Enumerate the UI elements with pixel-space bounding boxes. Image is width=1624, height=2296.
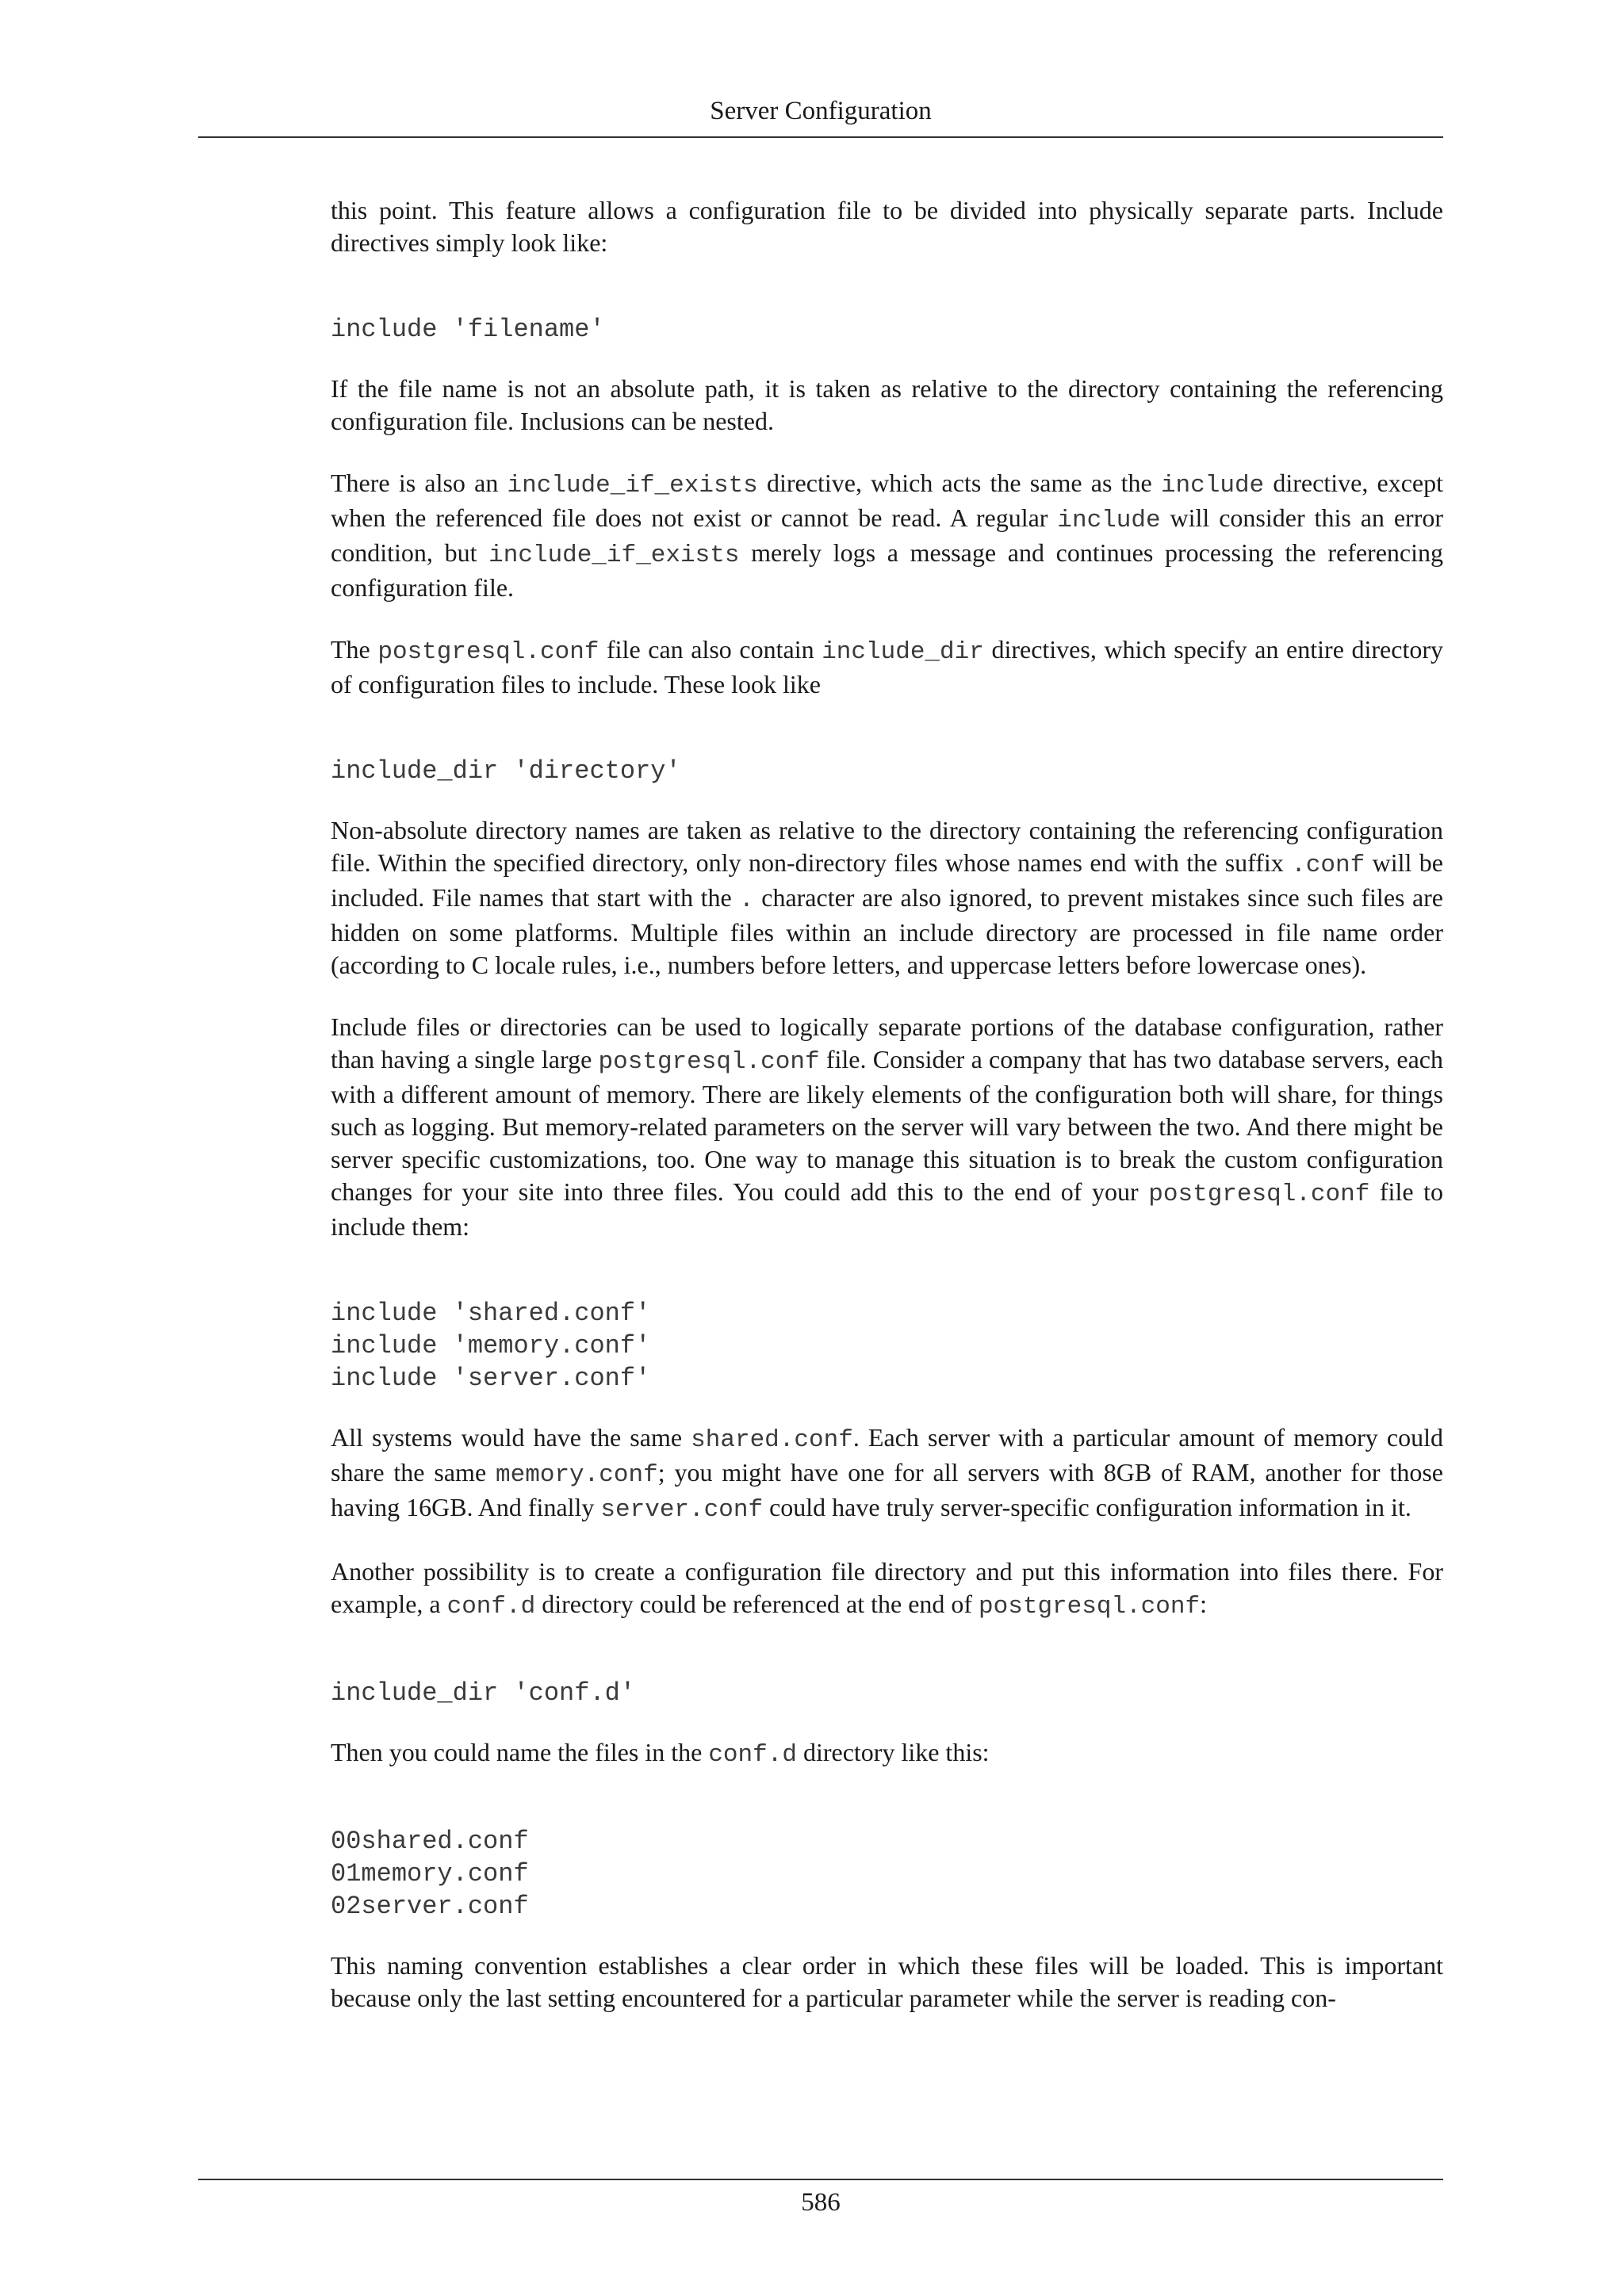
inline-code: memory.conf: [496, 1461, 658, 1489]
paragraph-intro: this point. This feature allows a configuration file to be divided into physically separate parts. Include directives simply look like:: [331, 196, 1443, 257]
paragraph-include-dir: The postgresql.conf file can also contain include_dir directives, which specify an entire directory of configuration files to include. These look like: [331, 635, 1444, 698]
inline-code: include_if_exists: [507, 472, 758, 499]
code-block-file-list: 00shared.conf 01memory.conf 02server.conf: [331, 1827, 529, 1921]
inline-code: postgresql.conf: [377, 638, 599, 666]
paragraph-name-files: Then you could name the files in the conf.d directory like this:: [331, 1738, 990, 1769]
inline-code: server.conf: [600, 1496, 764, 1524]
paragraph-another-possibility: Another possibility is to create a configuration file directory and put this information into files there. For example, a conf.d directory could be referenced at the end of postgresql.conf:: [331, 1557, 1443, 1621]
page-body: [331, 194, 1443, 2044]
inline-code: shared.conf: [691, 1426, 853, 1454]
inline-code: postgresql.conf: [1148, 1181, 1370, 1208]
inline-code: include_dir: [822, 638, 984, 666]
inline-code: .: [739, 886, 754, 914]
paragraph-directory-names: Non-absolute directory names are taken as relative to the directory containing the referencing configuration file. Within the specified directory, only non-directory files whose names end with the suffix .conf will be included. File names that start with the . character are also ignored, to prevent mistakes since such files are hidden on some platforms. Multiple files within an include directory are processed in file name order (according to C locale rules, i.e., numbers before letters, and uppercase letters before lowercase ones).: [331, 816, 1444, 979]
footer-rule: [198, 2179, 1443, 2180]
inline-code: postgresql.conf: [979, 1593, 1201, 1621]
code-block-include-conf-d: include_dir 'conf.d': [331, 1678, 636, 1708]
paragraph-include-if-exists: There is also an include_if_exists directive, which acts the same as the include directive, except when the referenced file does not exist or cannot be read. A regular include will consider this an error condition, but include_if_exists merely logs a message and continues processing the referencing configuration file.: [331, 469, 1444, 602]
inline-code: .conf: [1291, 851, 1365, 879]
code-block-include: include 'filename': [331, 315, 605, 344]
inline-code: include: [1160, 472, 1265, 499]
paragraph-all-systems: All systems would have the same shared.conf. Each server with a particular amount of memory could share the same memory.conf; you might have one for all servers with 8GB of RAM, another for those having 16GB. And finally server.conf could have truly server-specific configuration information in it.: [331, 1423, 1444, 1524]
inline-code: include_if_exists: [488, 541, 740, 569]
header-rule: [198, 136, 1443, 138]
inline-code: postgresql.conf: [598, 1048, 820, 1076]
code-block-three-includes: include 'shared.conf' include 'memory.conf' include 'server.conf': [331, 1299, 651, 1393]
page-number: 586: [801, 2188, 841, 2217]
paragraph-relative-path: If the file name is not an absolute path, it is taken as relative to the directory containing the referencing configuration file. Inclusions can be nested.: [331, 374, 1443, 435]
inline-code: conf.d: [708, 1741, 797, 1769]
inline-code: conf.d: [446, 1593, 536, 1621]
paragraph-separate-portions: Include files or directories can be used to logically separate portions of the database configuration, rather than having a single large postgresql.conf file. Consider a company that has two database servers, each with a different amount of memory. There are likely elements of the configuration both will share, for things such as logging. But memory-related parameters on the server will vary between the two. And there might be server specific customizations, too. One way to manage this situation is to break the custom configuration changes for your site into three files. You could add this to the end of your postgresql.conf file to include them:: [331, 1012, 1444, 1241]
running-header: Server Configuration: [710, 97, 932, 125]
paragraph-naming-convention: This naming convention establishes a clear order in which these files will be loaded. This is important because only the last setting encountered for a particular parameter while the server is reading con-: [331, 1951, 1443, 2012]
inline-code: include: [1057, 507, 1161, 534]
code-block-include-dir: include_dir 'directory': [331, 756, 681, 786]
